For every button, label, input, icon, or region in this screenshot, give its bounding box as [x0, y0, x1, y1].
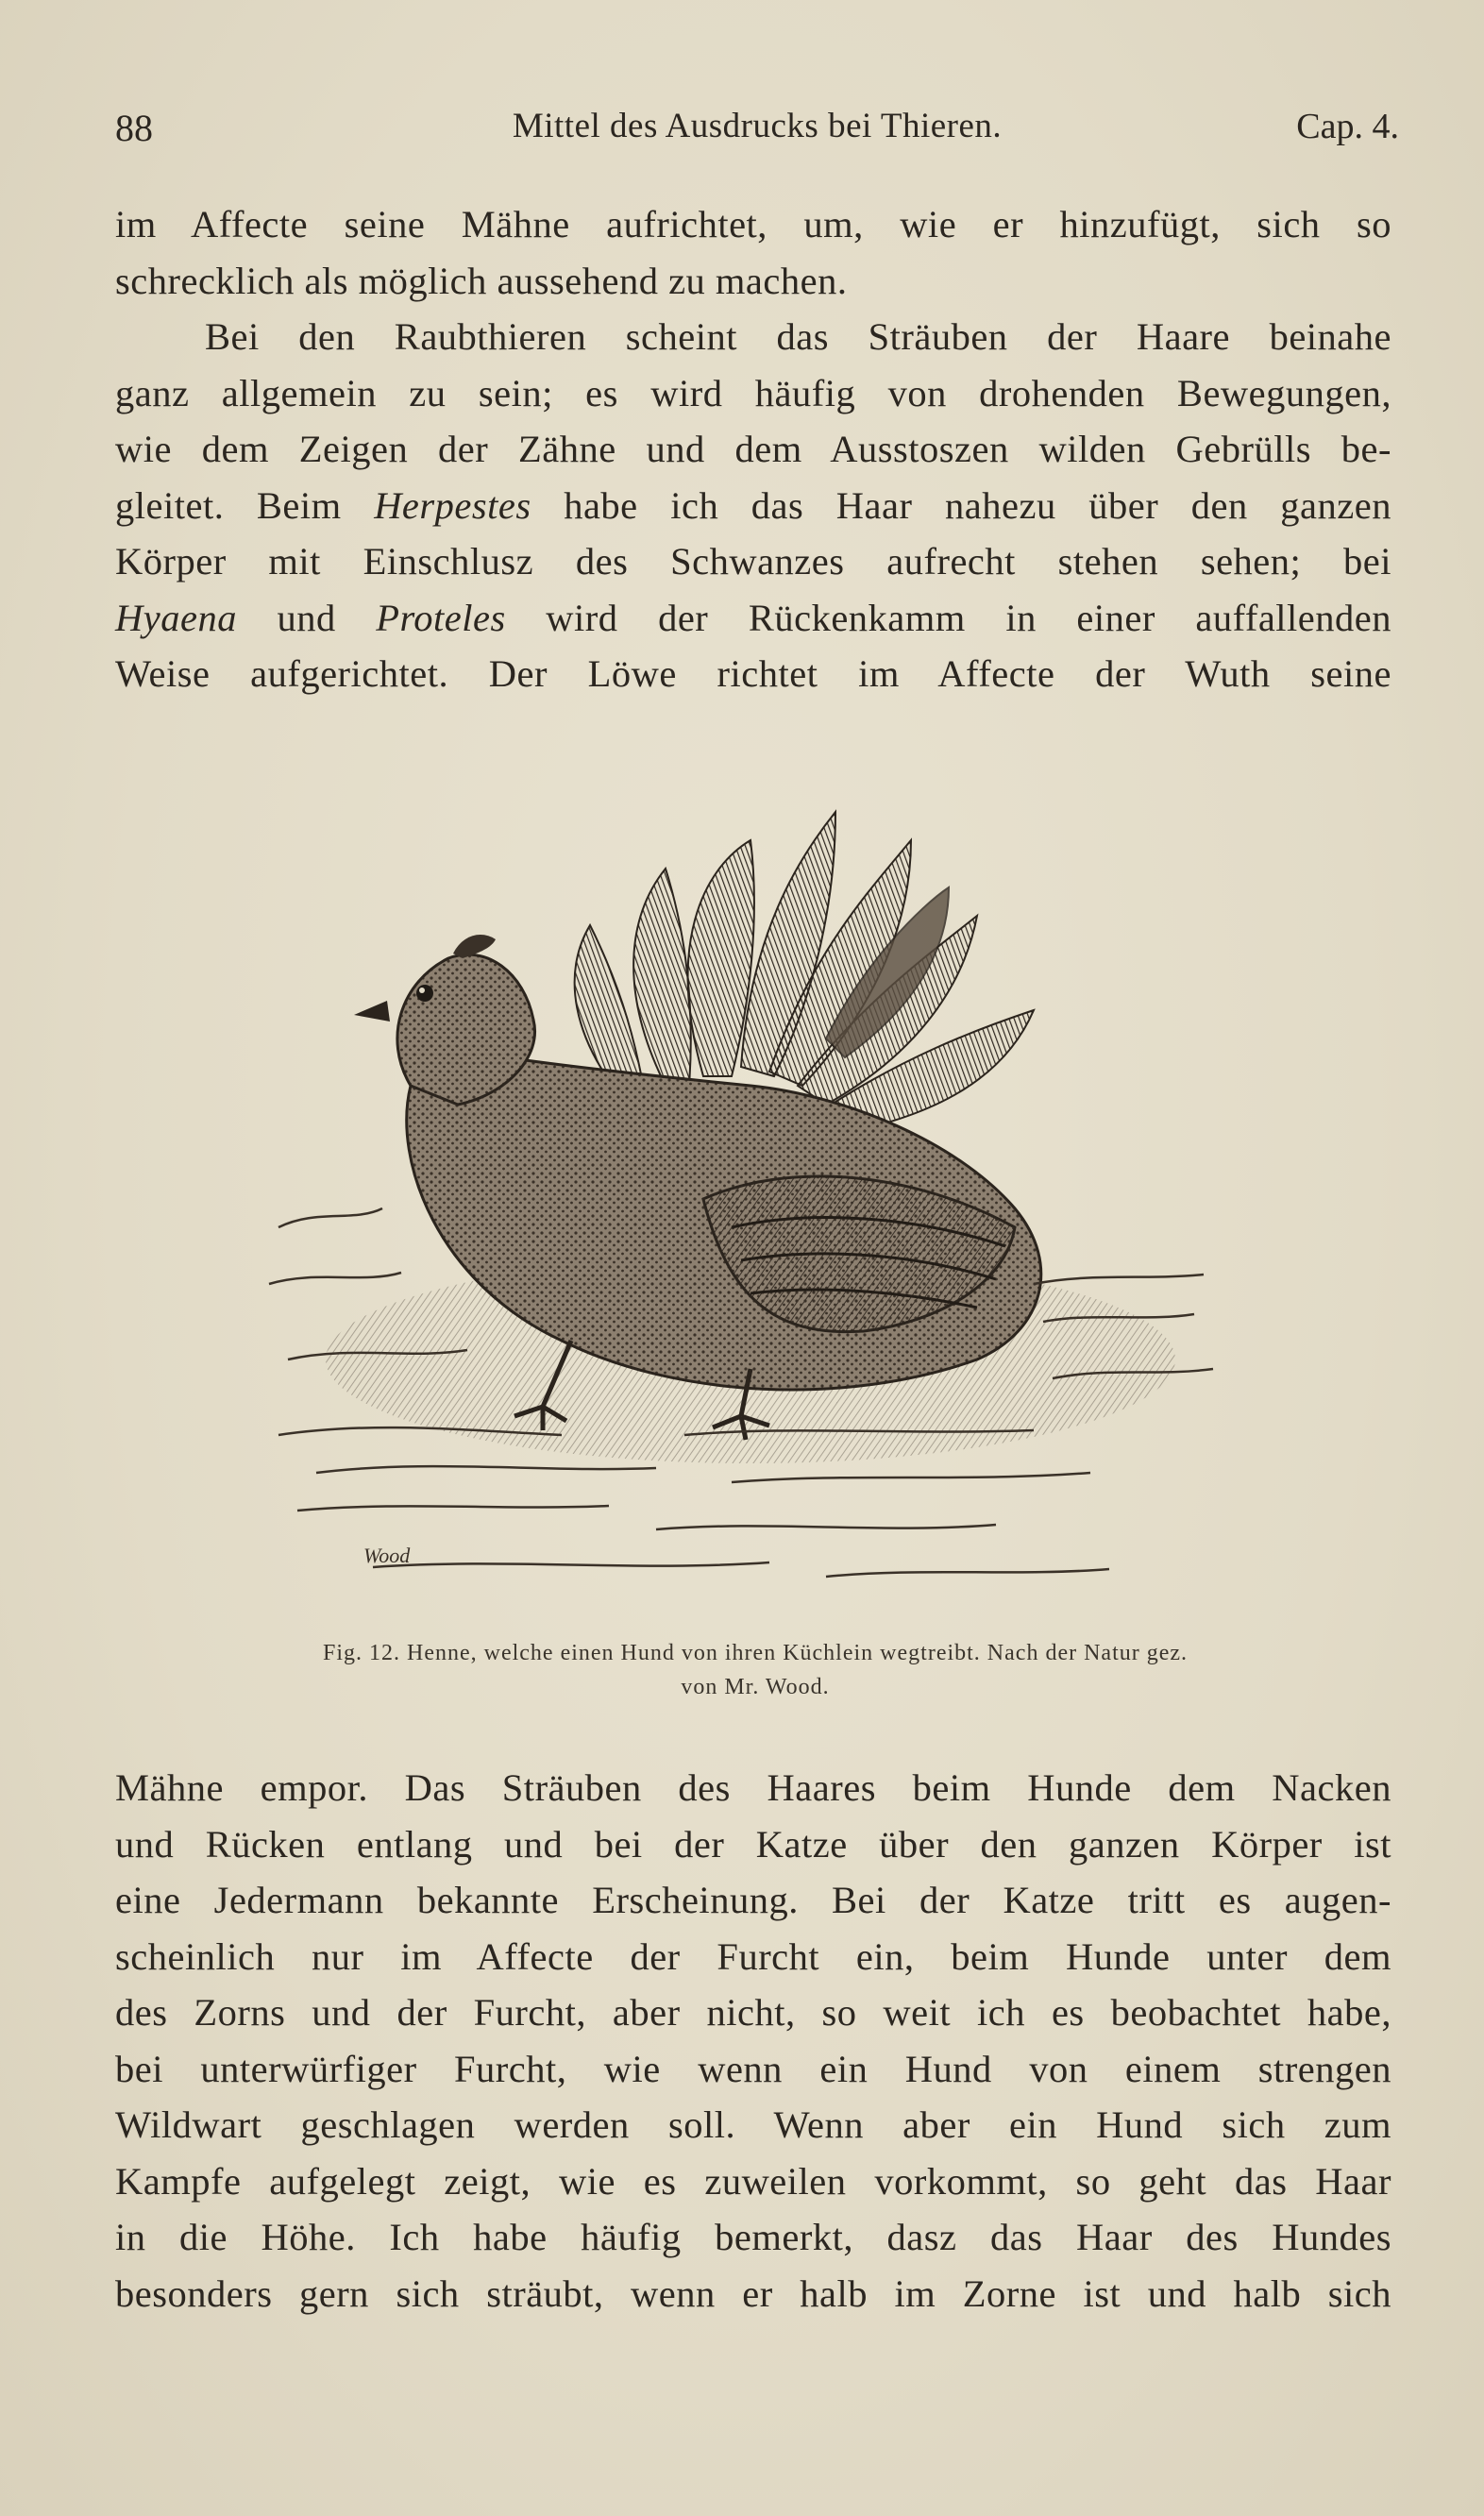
text-line: Bei den Raubthieren scheint das Sträuben der Haare beinahe — [205, 315, 1391, 358]
eye — [416, 985, 433, 1002]
text-line: bei unterwürfiger Furcht, wie wenn ein Hund von einem strengen — [115, 2047, 1391, 2090]
paragraph-bottom — [115, 1760, 1391, 2322]
text-line: besonders gern sich sträubt, wenn er halb im Zorne ist und halb sich — [115, 2271, 1391, 2315]
caption-line: von Mr. Wood. — [681, 1675, 830, 1699]
beak — [354, 1001, 390, 1022]
hen-engraving — [260, 755, 1251, 1643]
figure-caption — [142, 1636, 1369, 1704]
text-line: Mähne empor. Das Sträuben des Haares beim Hunde dem Nacken — [115, 1766, 1391, 1809]
hen-illustration — [260, 755, 1251, 1643]
text-line: scheinlich nur im Affecte der Furcht ein, beim Hunde unter dem — [115, 1934, 1391, 1978]
text-line-mixed — [115, 478, 1391, 534]
text-line: Wildwart geschlagen werden soll. Wenn aber ein Hund sich zum — [115, 2103, 1391, 2146]
page-header — [115, 106, 1399, 162]
text-line: Körper mit Einschlusz des Schwanzes aufrecht stehen sehen; bei — [115, 540, 1391, 583]
engraver-signature: Wood — [363, 1544, 411, 1567]
text-run: gleitet. Beim — [115, 483, 375, 527]
text-line: und Rücken entlang und bei der Katze über den ganzen Körper ist — [115, 1822, 1391, 1866]
text-line: wie dem Zeigen der Zähne und dem Ausstoszen wilden Gebrülls be- — [115, 428, 1391, 470]
text-line: Kampfe aufgelegt zeigt, wie es zuweilen vorkommt, so geht das Haar — [115, 2159, 1391, 2203]
italic-taxon: Hyaena — [115, 596, 237, 639]
text-run: und — [236, 596, 377, 639]
text-line: Weise aufgerichtet. Der Löwe richtet im Affecte der Wuth seine — [115, 652, 1391, 695]
running-title: Mittel des Ausdrucks bei Thieren. — [512, 107, 1003, 145]
text-line: eine Jedermann bekannte Erscheinung. Bei der Katze tritt es augen- — [115, 1879, 1391, 1921]
caption-line: Fig. 12. Henne, welche einen Hund von ihren Küchlein wegtreibt. Nach der Natur gez. — [322, 1641, 1189, 1665]
italic-taxon: Herpestes — [374, 483, 531, 527]
text-run: wird der Rückenkamm in einer auffallenden — [505, 596, 1391, 639]
chapter-label: Cap. 4. — [1296, 107, 1399, 146]
text-line: im Affecte seine Mähne aufrichtet, um, wie er hinzufügt, sich so — [115, 203, 1391, 245]
text-line: des Zorns und der Furcht, aber nicht, so weit ich es beobachtet habe, — [115, 1991, 1391, 2034]
text-line: in die Höhe. Ich habe häufig bemerkt, dasz das Haar des Hundes — [115, 2216, 1391, 2258]
text-line: ganz allgemein zu sein; es wird häufig von drohenden Bewegungen, — [115, 371, 1391, 414]
page-number: 88 — [115, 107, 153, 149]
text-run: habe ich das Haar nahezu über den ganzen — [531, 483, 1391, 527]
text-line-mixed — [115, 590, 1391, 647]
text-line: schrecklich als möglich aussehend zu machen. — [115, 259, 848, 302]
italic-taxon: Proteles — [376, 596, 506, 639]
paragraph-top — [115, 196, 1391, 702]
